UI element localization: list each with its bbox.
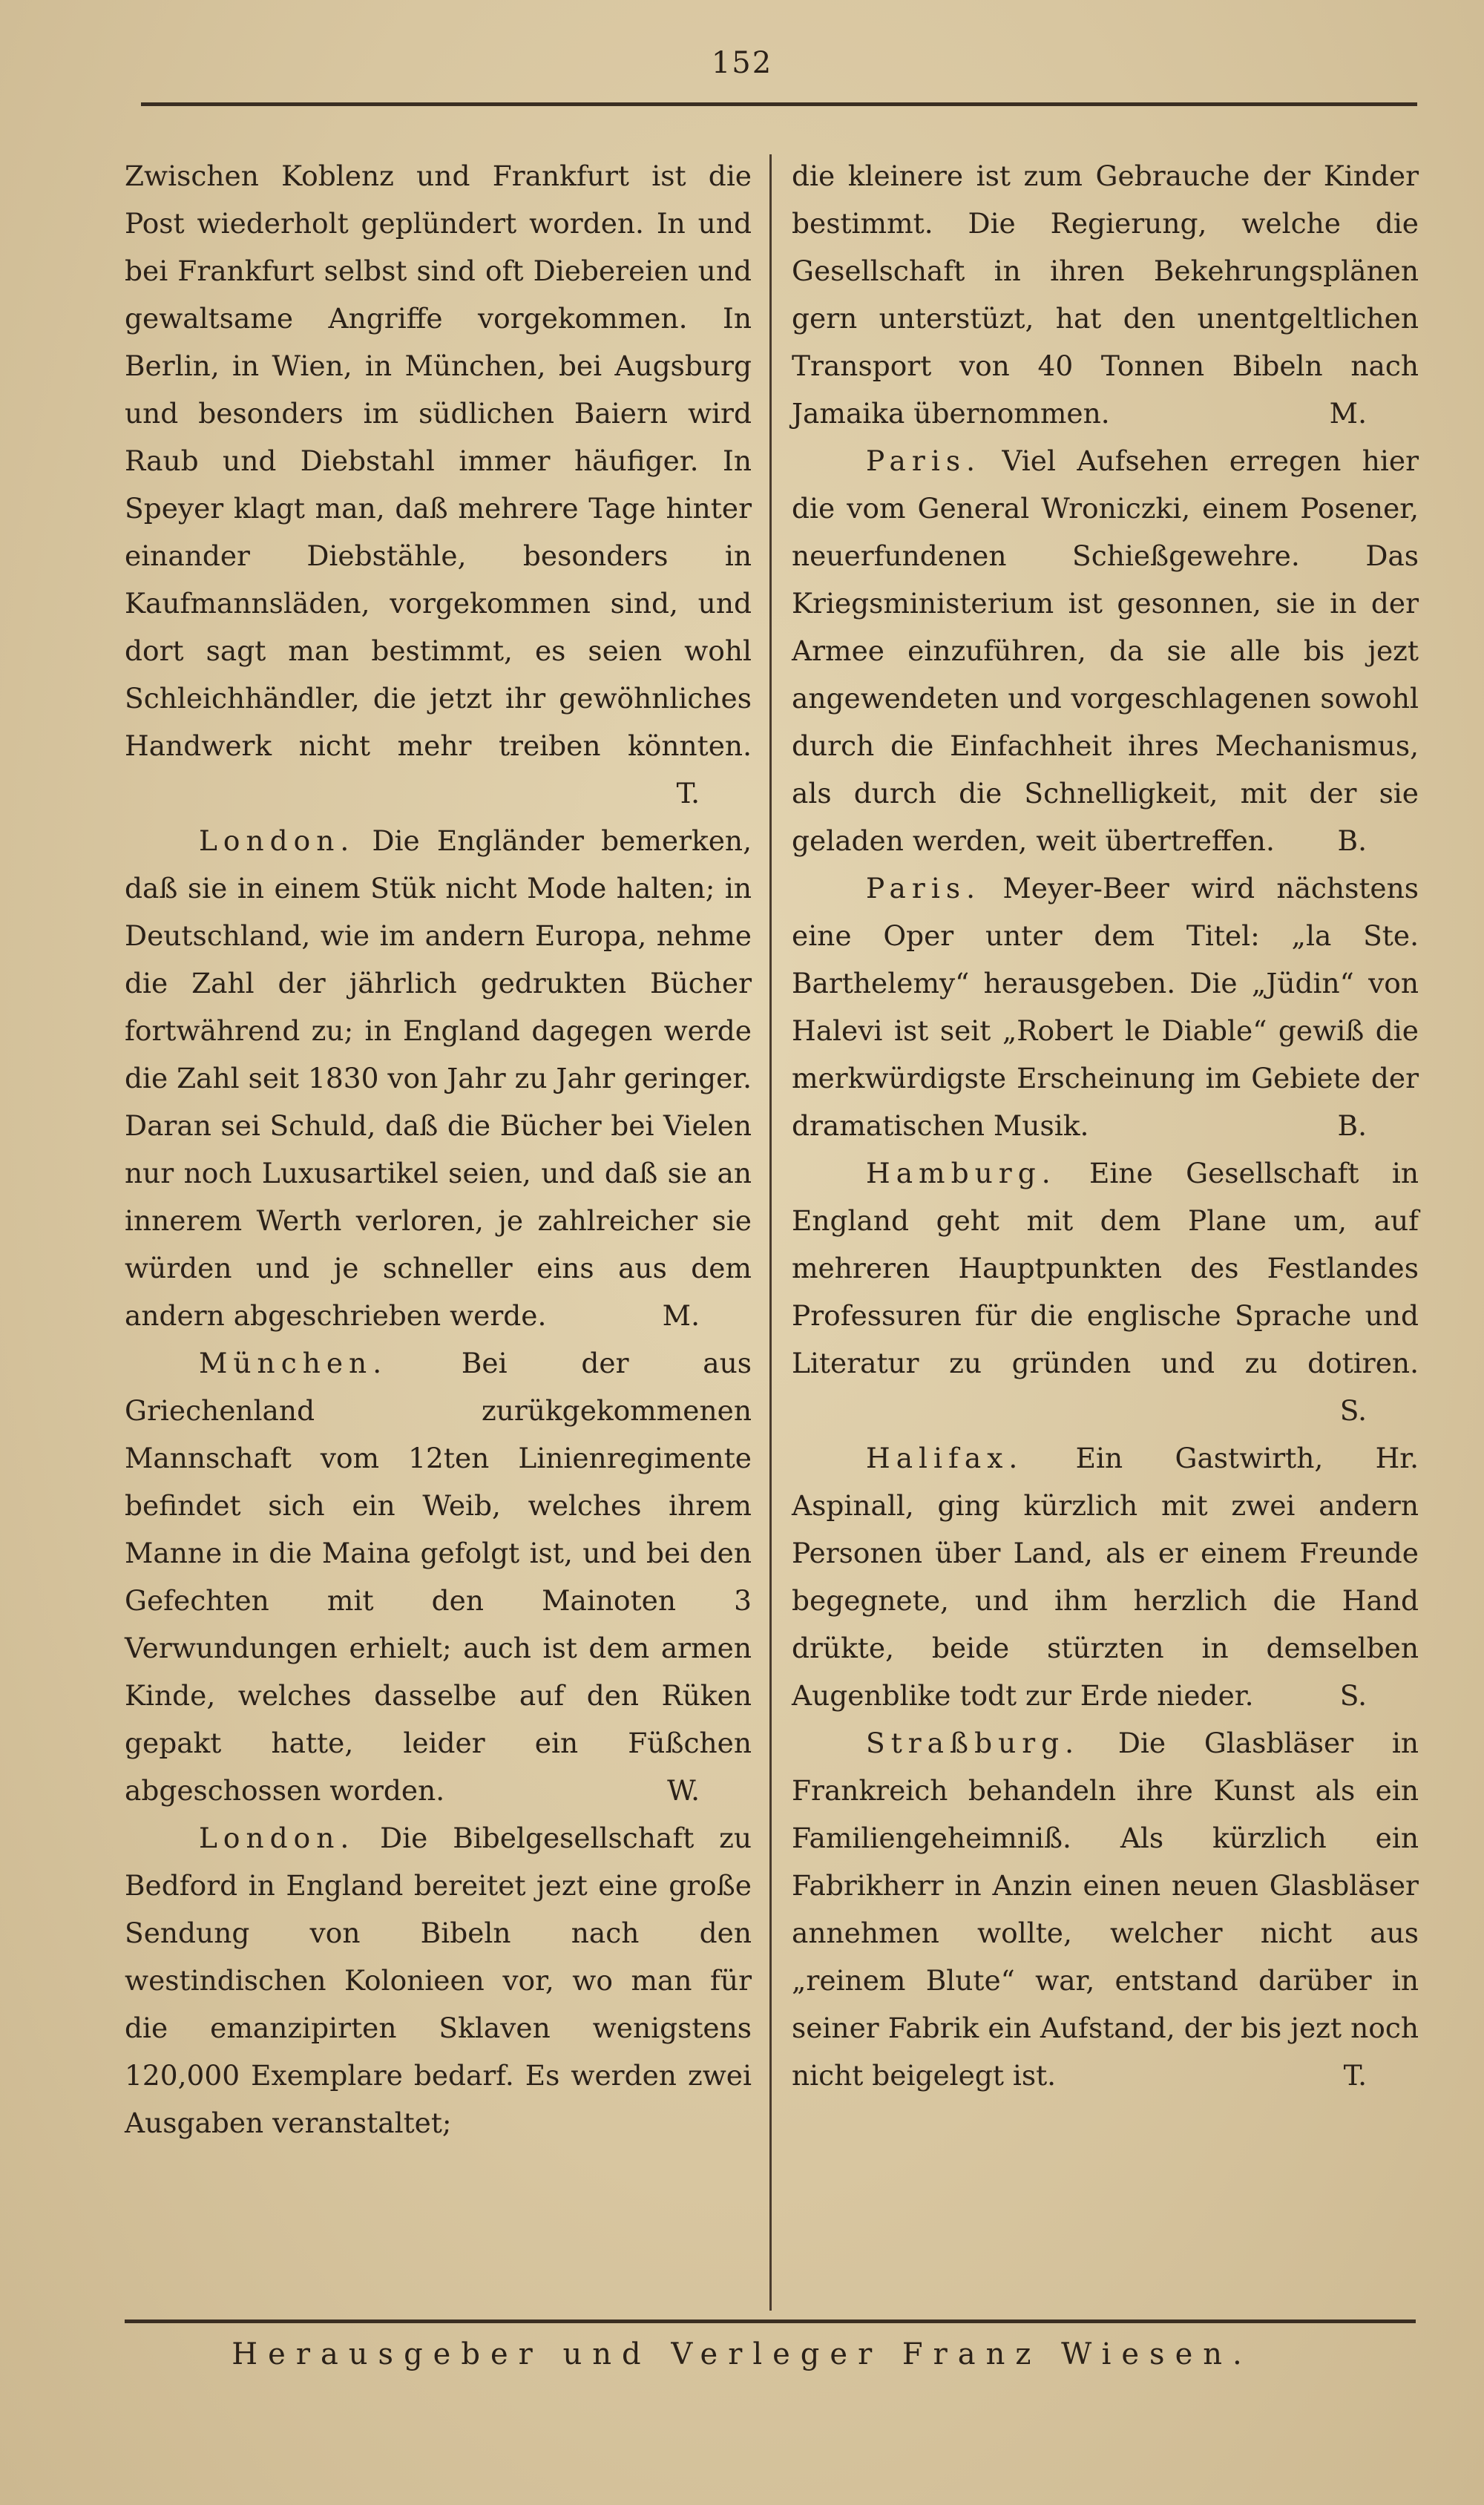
item-text: Die Bibelgesellschaft zu Bedford in England bereitet jezt eine große Sendung von Bibeln nach den westindischen Kolonieen vor, wo man für die emanzipirten Sklaven wenigstens 120,000 Exemplare bedarf. Es werden zwei Ausgaben veranstaltet; — [125, 1822, 752, 2139]
item-signature: B. — [1337, 824, 1367, 857]
right-column — [792, 152, 1419, 2099]
item-signature: W. — [667, 1774, 700, 1807]
left-column — [125, 152, 752, 2147]
item-text: Eine Gesellschaft in England geht mit dem Plane um, auf mehreren Hauptpunkten des Festlandes Professuren für die englische Sprache und Literatur zu gründen und zu dotiren. — [792, 1157, 1419, 1379]
column-divider — [769, 154, 772, 2311]
item-signature: M. — [662, 1299, 700, 1332]
news-item — [125, 152, 752, 817]
item-text: Viel Aufsehen erregen hier die vom General Wroniczki, einem Posener, neuerfundenen Schießgewehre. Das Kriegsministerium ist gesonnen, sie in der Armee einzuführen, da sie alle bis jezt angewendeten und vorgeschlagenen sowohl durch die Einfachheit ihres Mechanismus, als durch die Schnelligkeit, mit der sie geladen werden, weit übertreffen. — [792, 444, 1419, 857]
item-signature: T. — [1343, 2059, 1367, 2092]
item-text: Ein Gastwirth, Hr. Aspinall, ging kürzlich mit zwei andern Personen über Land, als er einem Freunde begegnete, und ihm herzlich die Hand drükte, beide stürzten in demselben Augenblike todt zur Erde nieder. — [792, 1442, 1419, 1712]
item-text: Bei der aus Griechenland zurükgekommenen Mannschaft vom 12ten Linienregimente befindet sich ein Weib, welches ihrem Manne in die Maina gefolgt ist, und bei den Gefechten mit den Mainoten 3 Verwundungen erhielt; auch ist dem armen Kinde, welches dasselbe auf den Rüken gepakt hatte, leider ein Füßchen abgeschossen worden. — [125, 1347, 752, 1807]
item-place: Straßburg. — [866, 1727, 1080, 1759]
item-place: London. — [199, 1822, 355, 1854]
item-signature: B. — [1337, 1109, 1367, 1142]
item-place: München. — [199, 1347, 388, 1379]
news-item — [792, 1719, 1419, 2099]
news-item — [792, 437, 1419, 864]
item-place: Paris. — [866, 444, 981, 477]
page-number: 152 — [711, 46, 773, 80]
item-signature: S. — [1339, 1394, 1367, 1427]
item-text: Zwischen Koblenz und Frankfurt ist die Post wiederholt geplündert worden. In und bei Frankfurt selbst sind oft Diebereien und gewaltsame Angriffe vorgekommen. In Berlin, in Wien, in München, bei Augsburg und besonders im südlichen Baiern wird Raub und Diebstahl immer häufiger. In Speyer klagt man, daß mehrere Tage hinter einander Diebstähle, besonders in Kaufmannsläden, vorgekommen sind, und dort sagt man bestimmt, es seien wohl Schleichhändler, die jetzt ihr gewöhnliches Handwerk nicht mehr treiben könnten. — [125, 160, 752, 762]
item-place: London. — [199, 824, 355, 857]
news-item — [125, 817, 752, 1339]
item-place: Halifax. — [866, 1442, 1024, 1474]
item-signature: S. — [1339, 1679, 1367, 1712]
item-text: Meyer-Beer wird nächstens eine Oper unter dem Titel: „la Ste. Barthelemy“ herausgeben. Die „Jüdin“ von Halevi ist seit „Robert le Diable“ gewiß die merkwürdigste Erscheinung im Gebiete der dramatischen Musik. — [792, 872, 1419, 1142]
publisher-footer: Herausgeber und Verleger Franz Wiesen. — [232, 2337, 1252, 2371]
item-signature: M. — [1329, 397, 1367, 430]
news-item — [792, 1434, 1419, 1719]
item-text: Die Engländer bemerken, daß sie in einem Stük nicht Mode halten; in Deutschland, wie im andern Europa, nehme die Zahl der jährlich gedrukten Bücher fortwährend zu; in England dagegen werde die Zahl seit 1830 von Jahr zu Jahr geringer. Daran sei Schuld, daß die Bücher bei Vielen nur noch Luxusartikel seien, und daß sie an innerem Werth verloren, je zahlreicher sie würden und je schneller eins aus dem andern abgeschrieben werde. — [125, 824, 752, 1332]
header-rule — [141, 102, 1417, 106]
item-signature: T. — [676, 777, 700, 810]
news-item — [125, 1339, 752, 1814]
news-item — [125, 1814, 752, 2147]
item-place: Hamburg. — [866, 1157, 1057, 1189]
item-text: Die Glasbläser in Frankreich behandeln ihre Kunst als ein Familiengeheimniß. Als kürzlich ein Fabrikherr in Anzin einen neuen Glasbläser annehmen wollte, welcher nicht aus „reinem Blute“ war, entstand darüber in seiner Fabrik ein Aufstand, der bis jezt noch nicht beigelegt ist. — [792, 1727, 1419, 2092]
footer-rule — [125, 2319, 1416, 2323]
news-item — [792, 864, 1419, 1149]
news-item — [792, 1149, 1419, 1434]
news-item — [792, 152, 1419, 437]
item-text: die kleinere ist zum Gebrauche der Kinder bestimmt. Die Regierung, welche die Gesellschaft in ihren Bekehrungsplänen gern unterstüzt, hat den unentgeltlichen Transport von 40 Tonnen Bibeln nach Jamaika übernommen. — [792, 160, 1419, 430]
item-place: Paris. — [866, 872, 981, 905]
